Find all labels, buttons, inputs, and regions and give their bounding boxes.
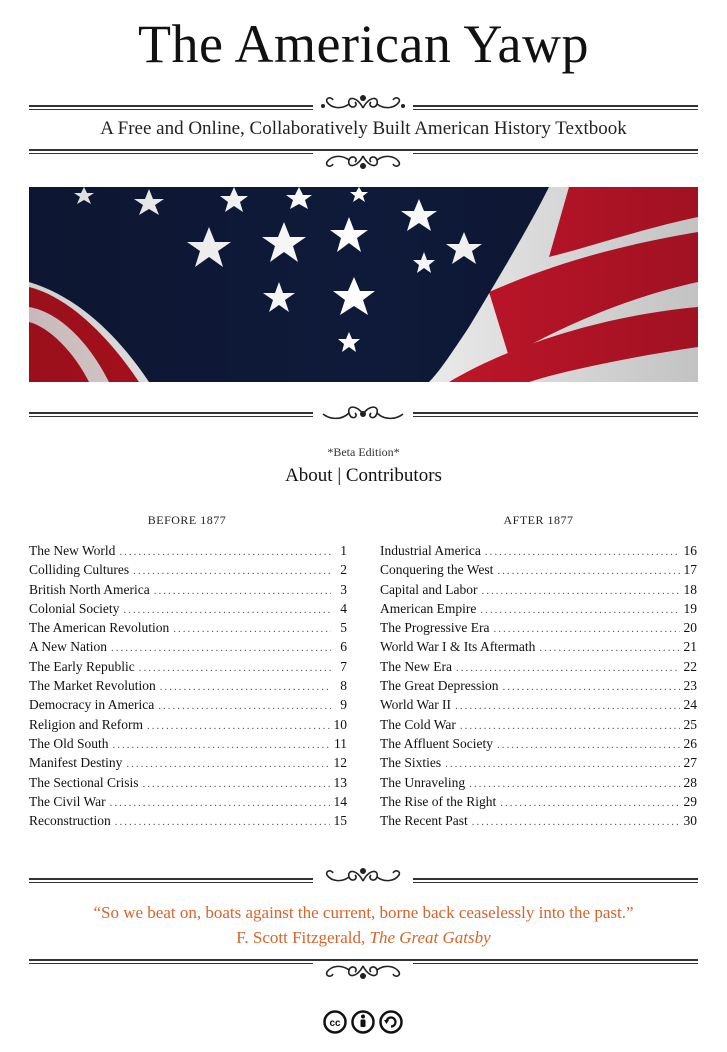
chapter-number: 22: [683, 658, 697, 674]
flag-image: [29, 187, 698, 382]
quote-attribution: [0, 925, 727, 950]
chapter-number: 16: [683, 543, 697, 558]
chapter-link[interactable]: [29, 580, 347, 599]
chapter-title: Manifest Destiny: [29, 755, 123, 771]
chapter-number: 21: [683, 639, 697, 655]
leader-dots: [126, 755, 329, 774]
leader-dots: [142, 775, 329, 794]
svg-text:cc: cc: [329, 1018, 341, 1029]
leader-dots: [497, 736, 680, 755]
edition-label: *Beta Edition*: [327, 445, 400, 459]
by-attribution-icon: [353, 1012, 374, 1033]
chapter-title: The Old South: [29, 735, 109, 751]
quote-text: “So we beat on, boats against the current, borne back ceaselessly into the past.”: [93, 903, 634, 922]
chapter-title: A New Nation: [29, 639, 107, 655]
leader-dots: [147, 717, 330, 736]
ornament-icon: [313, 403, 413, 425]
chapter-link[interactable]: [380, 599, 697, 618]
chapter-link[interactable]: [380, 560, 697, 579]
chapter-link[interactable]: [29, 657, 347, 676]
chapter-title: Colonial Society: [29, 600, 120, 616]
leader-dots: [154, 582, 331, 601]
ornament-icon: [313, 962, 413, 984]
before-heading: BEFORE 1877: [147, 513, 227, 527]
leader-dots: [455, 697, 679, 716]
chapter-title: Reconstruction: [29, 813, 111, 829]
leader-dots: [481, 582, 679, 601]
chapter-number: 1: [340, 543, 347, 558]
chapter-title: World War II: [380, 697, 452, 713]
leader-dots: [160, 678, 331, 697]
leader-dots: [110, 794, 330, 813]
chapter-list-after: [380, 541, 697, 830]
about-link[interactable]: About: [285, 465, 333, 486]
leader-dots: [485, 543, 680, 562]
chapter-link[interactable]: [29, 676, 347, 695]
chapter-number: 3: [340, 581, 347, 597]
chapter-number: 13: [333, 774, 347, 790]
leader-dots: [119, 543, 331, 562]
leader-dots: [111, 639, 331, 658]
chapter-title: American Empire: [380, 600, 477, 616]
chapter-link[interactable]: [29, 618, 347, 637]
chapter-title: The Civil War: [29, 793, 106, 809]
chapter-link[interactable]: [29, 753, 347, 772]
chapter-title: Industrial America: [380, 543, 481, 558]
leader-dots: [500, 794, 679, 813]
quote-work: The Great Gatsby: [369, 928, 491, 947]
leader-dots: [469, 775, 679, 794]
chapter-link[interactable]: [29, 637, 347, 656]
chapter-title: The Recent Past: [380, 813, 468, 829]
chapter-link[interactable]: [380, 580, 697, 599]
chapter-link[interactable]: [29, 811, 347, 830]
chapter-link[interactable]: [29, 792, 347, 811]
chapter-number: 6: [340, 639, 347, 655]
chapter-number: 25: [683, 716, 697, 732]
leader-dots: [497, 562, 679, 581]
leader-dots: [158, 697, 331, 716]
chapter-number: 10: [333, 716, 347, 732]
chapter-link[interactable]: [380, 618, 697, 637]
chapter-link[interactable]: [380, 792, 697, 811]
chapter-title: The Great Depression: [380, 678, 499, 694]
chapter-number: 18: [683, 581, 697, 597]
chapter-number: 7: [340, 658, 347, 674]
leader-dots: [472, 813, 680, 832]
chapter-link[interactable]: [29, 541, 347, 560]
chapter-title: World War I & Its Aftermath: [380, 639, 536, 655]
top-nav: [0, 465, 727, 487]
chapter-title: The Unraveling: [380, 774, 466, 790]
quote-block: [0, 900, 727, 950]
chapter-number: 4: [340, 600, 347, 616]
leader-dots: [115, 813, 330, 832]
chapter-number: 17: [683, 562, 697, 578]
chapter-link[interactable]: [380, 773, 697, 792]
leader-dots: [133, 562, 331, 581]
quote-author: F. Scott Fitzgerald,: [236, 928, 366, 947]
chapter-title: Colliding Cultures: [29, 562, 130, 578]
chapter-title: The Early Republic: [29, 658, 135, 674]
chapter-title: The Affluent Society: [380, 735, 493, 751]
chapter-link[interactable]: [29, 715, 347, 734]
chapter-title: The Sectional Crisis: [29, 774, 139, 790]
leader-dots: [480, 601, 679, 620]
chapter-number: 11: [334, 735, 347, 751]
leader-dots: [539, 639, 679, 658]
chapter-title: Capital and Labor: [380, 581, 478, 597]
american-flag-banner: [29, 187, 698, 382]
chapter-number: 20: [683, 620, 697, 636]
chapter-number: 2: [340, 562, 347, 578]
chapter-title: The Progressive Era: [380, 620, 490, 636]
sharealike-icon: [381, 1012, 402, 1033]
chapter-title: Conquering the West: [380, 562, 494, 578]
chapter-link[interactable]: [29, 695, 347, 714]
nav-separator: |: [337, 465, 342, 486]
leader-dots: [139, 659, 331, 678]
ornament-icon: [313, 152, 413, 174]
chapter-number: 12: [333, 755, 347, 771]
chapter-number: 28: [683, 774, 697, 790]
chapter-title: The Sixties: [380, 755, 442, 771]
chapter-number: 5: [340, 620, 347, 636]
site-title[interactable]: The American Yawp: [138, 14, 589, 74]
chapter-link[interactable]: [29, 599, 347, 618]
chapter-link[interactable]: [380, 695, 697, 714]
chapter-link[interactable]: [380, 657, 697, 676]
contributors-link[interactable]: Contributors: [345, 465, 442, 486]
creative-commons-license[interactable]: [323, 1009, 403, 1035]
leader-dots: [173, 620, 331, 639]
chapter-number: 30: [683, 813, 697, 829]
chapter-number: 24: [683, 697, 697, 713]
site-subtitle: A Free and Online, Collaboratively Built American History Textbook: [100, 118, 627, 139]
cc-icon: [325, 1012, 346, 1033]
chapter-number: 19: [683, 600, 697, 616]
chapter-link[interactable]: [29, 734, 347, 753]
chapter-title: The Market Revolution: [29, 678, 156, 694]
chapter-number: 8: [340, 678, 347, 694]
chapter-number: 27: [683, 755, 697, 771]
chapter-number: 29: [683, 793, 697, 809]
ornament-icon: [313, 90, 413, 112]
chapter-link[interactable]: [380, 541, 697, 560]
chapter-link[interactable]: [380, 753, 697, 772]
chapter-link[interactable]: [29, 773, 347, 792]
chapter-link[interactable]: [380, 637, 697, 656]
chapter-title: British North America: [29, 581, 150, 597]
leader-dots: [445, 755, 679, 774]
chapter-list-before: [29, 541, 347, 830]
chapter-number: 9: [340, 697, 347, 713]
chapter-title: The New Era: [380, 658, 452, 674]
after-heading: AFTER 1877: [503, 513, 574, 527]
chapter-title: The Cold War: [380, 716, 456, 732]
ornament-icon: [313, 863, 413, 885]
leader-dots: [502, 678, 679, 697]
chapter-link[interactable]: [380, 715, 697, 734]
chapter-link[interactable]: [380, 811, 697, 830]
chapter-number: 14: [333, 793, 347, 809]
chapter-link[interactable]: [380, 676, 697, 695]
chapter-title: The American Revolution: [29, 620, 170, 636]
chapter-number: 26: [683, 735, 697, 751]
chapter-number: 23: [683, 678, 697, 694]
chapter-link[interactable]: [380, 734, 697, 753]
leader-dots: [113, 736, 331, 755]
chapter-title: Democracy in America: [29, 697, 155, 713]
chapter-number: 15: [333, 813, 347, 829]
chapter-title: The Rise of the Right: [380, 793, 497, 809]
chapter-title: The New World: [29, 543, 116, 558]
chapter-title: Religion and Reform: [29, 716, 143, 732]
chapter-link[interactable]: [29, 560, 347, 579]
